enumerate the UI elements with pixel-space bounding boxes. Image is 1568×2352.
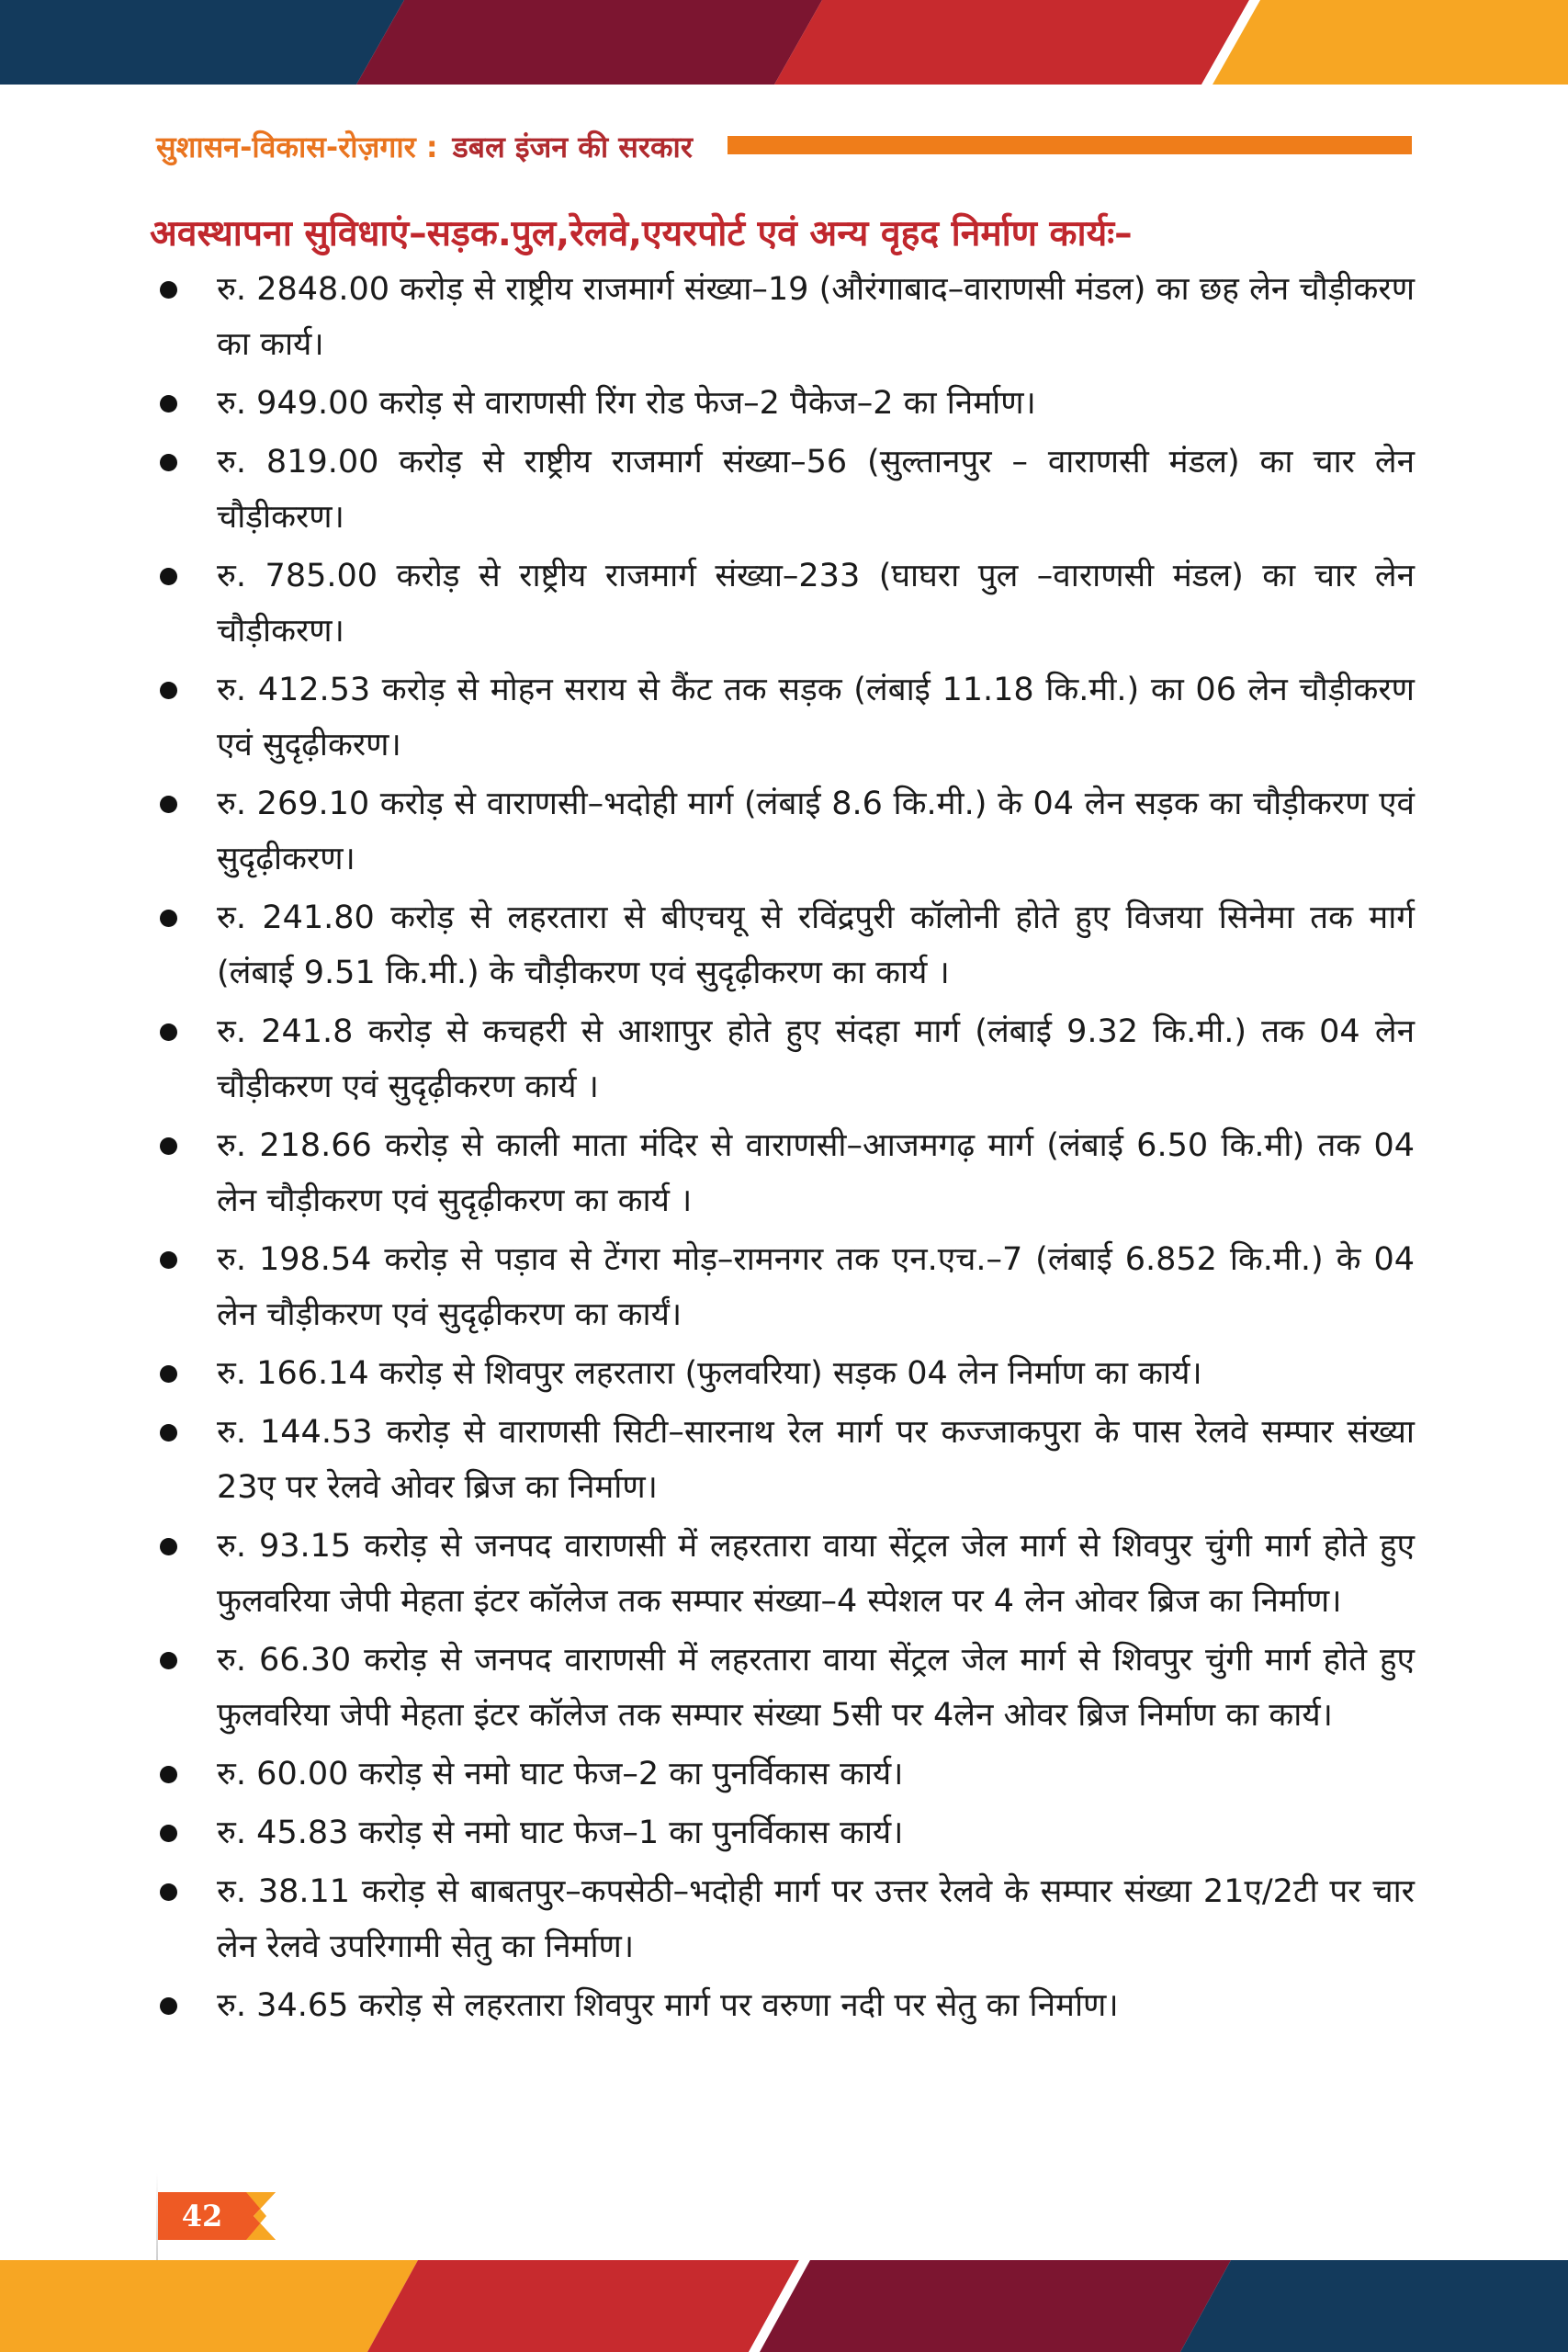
bullet-icon	[160, 1652, 177, 1669]
list-item	[147, 662, 1415, 773]
project-list	[147, 262, 1415, 2037]
list-item-text: रु. 785.00 करोड़ से राष्ट्रीय राजमार्ग संख्या–233 (घाघरा पुल –वाराणसी मंडल) का चार लेन चौड़ीकरण।	[217, 558, 1415, 650]
bullet-icon	[160, 1883, 177, 1901]
list-item-text: रु. 819.00 करोड़ से राष्ट्रीय राजमार्ग संख्या–56 (सुल्तानपुर – वाराणसी मंडल) का चार लेन चौड़ीकरण।	[217, 444, 1415, 536]
list-item	[147, 1004, 1415, 1114]
section-title: अवस्थापना सुविधाएं–सड़क.पुल,रेलवे,एयरपोर्ट एवं अन्य वृहद निर्माण कार्यः–	[150, 213, 1133, 254]
list-item	[147, 1519, 1415, 1629]
band-maroon	[356, 0, 822, 85]
band-navy	[1180, 2260, 1568, 2352]
list-item	[147, 776, 1415, 887]
tagline-part2: डबल इंजन की सरकार	[452, 130, 693, 164]
bullet-icon	[160, 1424, 177, 1442]
list-item-text: रु. 66.30 करोड़ से जनपद वाराणसी में लहरतारा वाया सेंट्रल जेल मार्ग से शिवपुर चुंगी मार्ग होते हुए फुलवरिया जेपी मेहता इंटर कॉलेज तक सम्पार संख्या 5सी पर 4लेन ओवर ब्रिज निर्माण का कार्य।	[217, 1642, 1415, 1734]
list-item	[147, 376, 1415, 431]
header-tagline	[156, 127, 693, 166]
page-number: 42	[181, 2199, 223, 2233]
list-item	[147, 1346, 1415, 1401]
page-number-tab	[158, 2192, 277, 2240]
bullet-icon	[160, 1365, 177, 1383]
bullet-icon	[160, 1825, 177, 1842]
list-item	[147, 1864, 1415, 1974]
list-item-text: रु. 241.8 करोड़ से कचहरी से आशापुर होते हुए संदहा मार्ग (लंबाई 9.32 कि.मी.) तक 04 लेन चौड़ीकरण एवं सुदृढ़ीकरण कार्य ।	[217, 1013, 1415, 1105]
bullet-icon	[160, 395, 177, 413]
list-item-text: रु. 45.83 करोड़ से नमो घाट फेज–1 का पुनर्विकास कार्य।	[217, 1815, 904, 1851]
list-item	[147, 1405, 1415, 1515]
bullet-icon	[160, 281, 177, 299]
bullet-icon	[160, 796, 177, 813]
list-item	[147, 1633, 1415, 1743]
list-item	[147, 548, 1415, 659]
list-item	[147, 1118, 1415, 1228]
list-item-text: रु. 2848.00 करोड़ से राष्ट्रीय राजमार्ग संख्या–19 (औरंगाबाद–वाराणसी मंडल) का छह लेन चौड़ीकरण का कार्य।	[217, 271, 1415, 363]
list-item-text: रु. 144.53 करोड़ से वाराणसी सिटी–सारनाथ रेल मार्ग पर कज्जाकपुरा के पास रेलवे सम्पार संख्या 23ए पर रेलवे ओवर ब्रिज का निर्माण।	[217, 1414, 1415, 1506]
band-amber	[1213, 0, 1568, 85]
list-item	[147, 1805, 1415, 1860]
list-item	[147, 1232, 1415, 1342]
bullet-icon	[160, 910, 177, 927]
bullet-icon	[160, 1766, 177, 1783]
band-red	[774, 0, 1249, 85]
list-item-text: रु. 198.54 करोड़ से पड़ाव से टेंगरा मोड़–रामनगर तक एन.एच.–7 (लंबाई 6.852 कि.मी.) के 04 लेन चौड़ीकरण एवं सुदृढ़ीकरण का कार्यं।	[217, 1241, 1415, 1333]
bullet-icon	[160, 454, 177, 471]
band-red	[367, 2260, 799, 2352]
bullet-icon	[160, 568, 177, 585]
list-item-text: रु. 218.66 करोड़ से काली माता मंदिर से वाराणसी–आजमगढ़ मार्ग (लंबाई 6.50 कि.मी) तक 04 लेन चौड़ीकरण एवं सुदृढ़ीकरण का कार्य ।	[217, 1127, 1415, 1219]
band-maroon	[760, 2260, 1231, 2352]
list-item-text: रु. 166.14 करोड़ से शिवपुर लहरतारा (फुलवरिया) सड़क 04 लेन निर्माण का कार्य।	[217, 1355, 1202, 1392]
list-item-text: रु. 269.10 करोड़ से वाराणसी–भदोही मार्ग (लंबाई 8.6 कि.मी.) के 04 लेन सड़क का चौड़ीकरण एवं सुदृढ़ीकरण।	[217, 786, 1415, 877]
tagline-part1: सुशासन-विकास-रोज़गार :	[156, 130, 438, 164]
bullet-icon	[160, 1251, 177, 1269]
bullet-icon	[160, 682, 177, 699]
list-item	[147, 435, 1415, 545]
list-item	[147, 890, 1415, 1001]
band-navy	[0, 0, 404, 85]
header-rule	[728, 136, 1412, 154]
bullet-icon	[160, 1997, 177, 2015]
bullet-icon	[160, 1023, 177, 1041]
list-item	[147, 262, 1415, 372]
list-item	[147, 1978, 1415, 2033]
list-item-text: रु. 34.65 करोड़ से लहरतारा शिवपुर मार्ग पर वरुणा नदी पर सेतु का निर्माण।	[217, 1987, 1119, 2024]
list-item-text: रु. 412.53 करोड़ से मोहन सराय से कैंट तक सड़क (लंबाई 11.18 कि.मी.) का 06 लेन चौड़ीकरण एवं सुदृढ़ीकरण।	[217, 672, 1415, 763]
bullet-icon	[160, 1137, 177, 1155]
list-item-text: रु. 93.15 करोड़ से जनपद वाराणसी में लहरतारा वाया सेंट्रल जेल मार्ग से शिवपुर चुंगी मार्ग होते हुए फुलवरिया जेपी मेहता इंटर कॉलेज तक सम्पार संख्या–4 स्पेशल पर 4 लेन ओवर ब्रिज का निर्माण।	[217, 1528, 1415, 1620]
top-color-band	[0, 0, 1568, 85]
band-amber	[0, 2260, 418, 2352]
list-item-text: रु. 38.11 करोड़ से बाबतपुर–कपसेठी–भदोही मार्ग पर उत्तर रेलवे के सम्पार संख्या 21ए/2टी पर चार लेन रेलवे उपरिगामी सेतु का निर्माण।	[217, 1873, 1415, 1965]
list-item-text: रु. 60.00 करोड़ से नमो घाट फेज–2 का पुनर्विकास कार्य।	[217, 1756, 904, 1792]
bullet-icon	[160, 1538, 177, 1555]
list-item	[147, 1747, 1415, 1802]
list-item-text: रु. 241.80 करोड़ से लहरतारा से बीएचयू से रविंद्रपुरी कॉलोनी होते हुए विजया सिनेमा तक मार्ग (लंबाई 9.51 कि.मी.) के चौड़ीकरण एवं सुदृढ़ीकरण का कार्य ।	[217, 899, 1415, 991]
bottom-color-band	[0, 2260, 1568, 2352]
list-item-text: रु. 949.00 करोड़ से वाराणसी रिंग रोड फेज–2 पैकेज–2 का निर्माण।	[217, 385, 1036, 422]
